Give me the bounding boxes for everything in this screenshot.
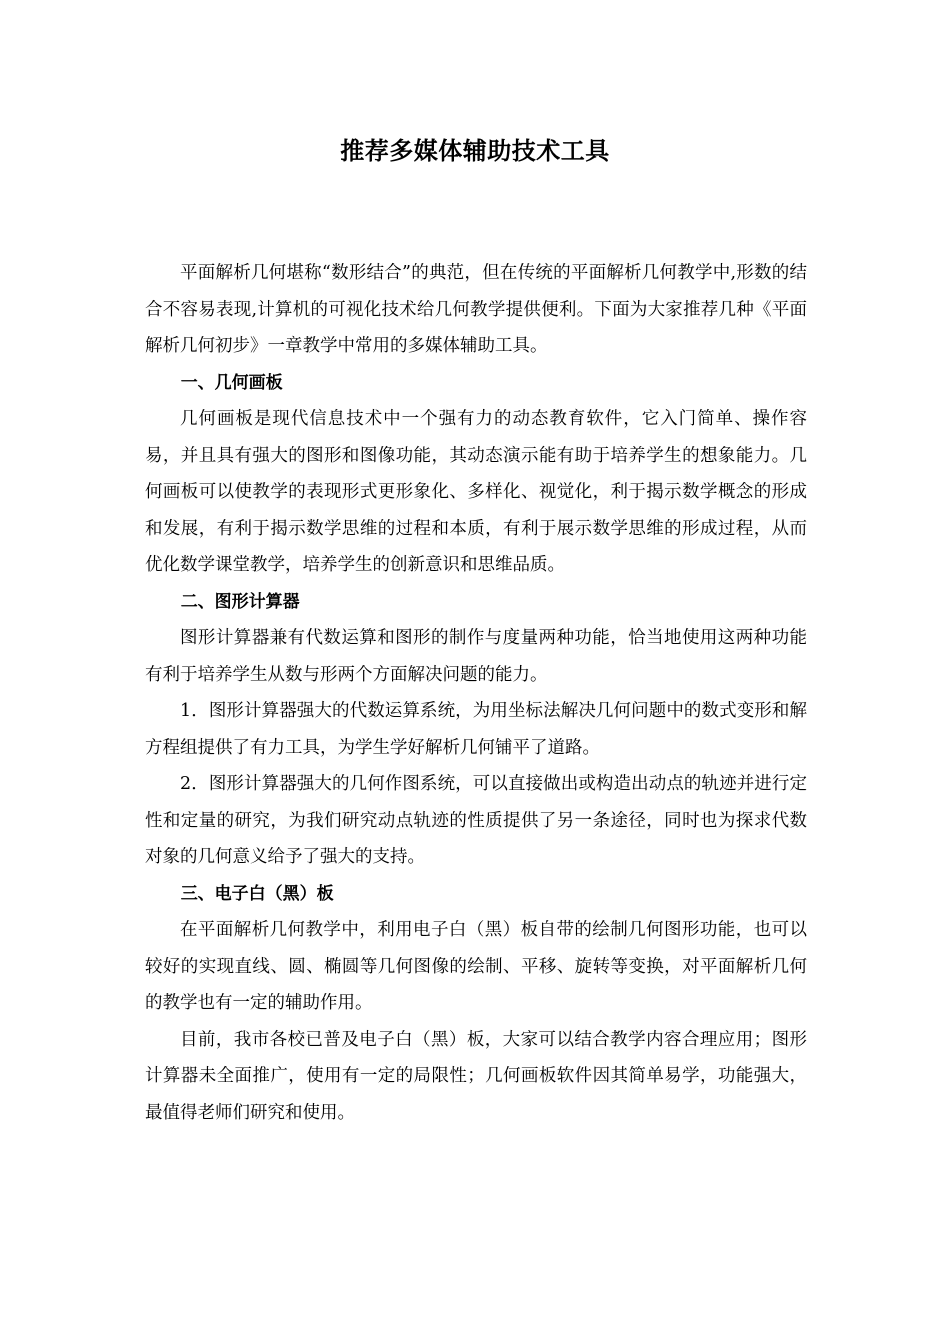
document-body	[145, 255, 807, 1131]
section-heading-geometer-sketchpad: 一、几何画板	[180, 372, 283, 393]
section-heading-graphing-calculator: 二、图形计算器	[180, 591, 300, 612]
whiteboard-paragraph: 在平面解析几何教学中，利用电子白（黑）板自带的绘制几何图形功能，也可以较好的实现直线、圆、椭圆等几何图像的绘制、平移、旋转等变换，对平面解析几何的教学也有一定的辅助作用。	[145, 920, 807, 1013]
calculator-point-1-paragraph: 1．图形计算器强大的代数运算系统，为用坐标法解决几何问题中的数式变形和解方程组提供了有力工具，为学生学好解析几何铺平了道路。	[145, 701, 807, 758]
calculator-point-2-paragraph: 2．图形计算器强大的几何作图系统，可以直接做出或构造出动点的轨迹并进行定性和定量的研究，为我们研究动点轨迹的性质提供了另一条途径，同时也为探求代数对象的几何意义给予了强大的支持。	[145, 774, 807, 867]
calculator-intro-paragraph: 图形计算器兼有代数运算和图形的制作与度量两种功能，恰当地使用这两种功能有利于培养学生从数与形两个方面解决问题的能力。	[145, 628, 807, 685]
section-heading-electronic-whiteboard: 三、电子白（黑）板	[180, 883, 334, 904]
sketchpad-paragraph: 几何画板是现代信息技术中一个强有力的动态教育软件，它入门简单、操作容易，并且具有强大的图形和图像功能，其动态演示能有助于培养学生的想象能力。几何画板可以使教学的表现形式更形象化、多样化、视觉化，利于揭示数学概念的形成和发展，有利于揭示数学思维的过程和本质，有利于展示数学思维的形成过程，从而优化数学课堂教学，培养学生的创新意识和思维品质。	[145, 409, 807, 575]
intro-paragraph: 平面解析几何堪称“数形结合”的典范，但在传统的平面解析几何教学中,形数的结合不容易表现,计算机的可视化技术给几何教学提供便利。下面为大家推荐几种《平面解析几何初步》一章教学中常用的多媒体辅助工具。	[145, 263, 807, 356]
conclusion-paragraph: 目前，我市各校已普及电子白（黑）板，大家可以结合教学内容合理应用；图形计算器未全面推广，使用有一定的局限性；几何画板软件因其简单易学，功能强大，最值得老师们研究和使用。	[145, 1029, 807, 1123]
document-title: 推荐多媒体辅助技术工具	[340, 137, 610, 165]
